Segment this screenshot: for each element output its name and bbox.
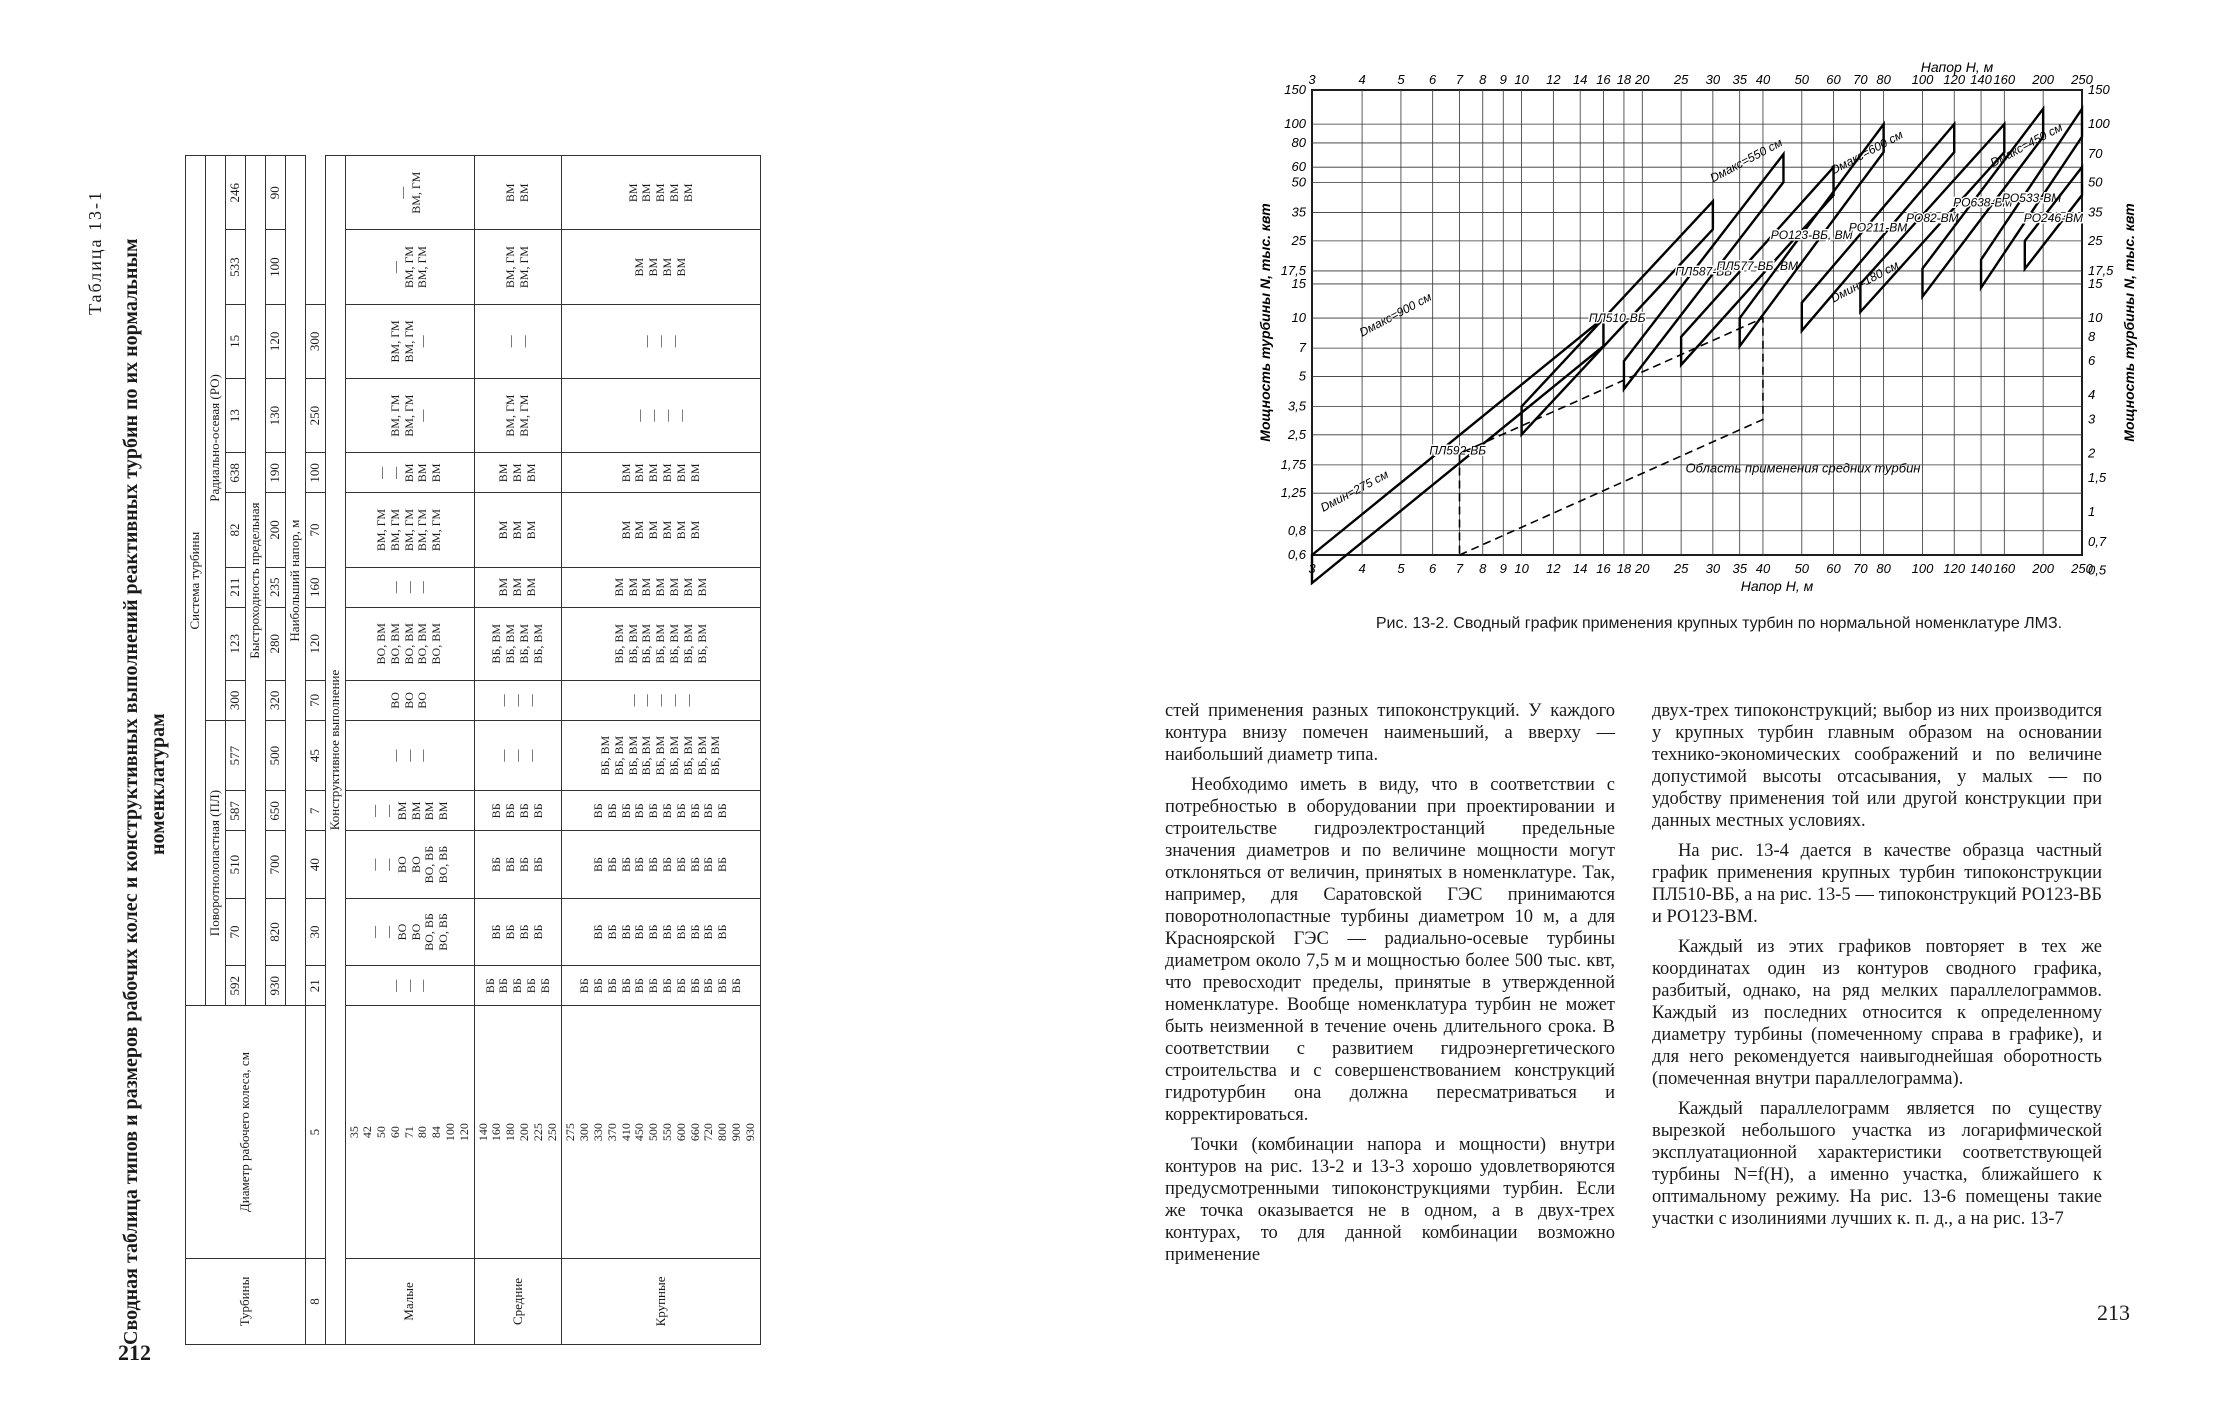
head-cell: 70 (305, 680, 325, 720)
design-cell: ВМ ВМ ВМ (474, 567, 562, 607)
y-tick-left: 1,25 (1280, 485, 1306, 501)
x-tick-bottom: 3 (1308, 561, 1316, 576)
design-cell: ВМ, ГМ ВМ, ГМ ВМ, ГМ ВМ, ГМ ВМ, ГМ (345, 493, 474, 567)
y-tick-left: 0,8 (1287, 522, 1306, 538)
x-tick-bottom: 20 (1635, 561, 1650, 576)
y-tick-right: 2 (2088, 445, 2096, 461)
type-cell: 123 (225, 607, 245, 680)
diameters-cell: 35 42 50 60 71 80 84 100 120 (345, 1006, 474, 1259)
paragraph: Точки (комбинации напора и мощности) внутри контуров на рис. 13-2 и 13-3 хорошо удовлетворяются предусмотренными типоконструкциями турбин. Если же точка оказывается не в одном, а в двух-трех контурах, то для данной комбинации возможно применение (1165, 1135, 1615, 1265)
page-number-left: 212 (118, 1340, 151, 1365)
x-tick-top: 10 (1514, 72, 1529, 87)
design-cell: ВМ ВМ ВМ (474, 493, 562, 567)
design-cell: — ВМ, ГМ (345, 156, 474, 230)
y-tick-left: 35 (1291, 204, 1306, 220)
x-tick-top: 18 (1616, 72, 1632, 87)
text-column-right (1652, 700, 2102, 1238)
speed-cell: 650 (265, 791, 285, 831)
y-tick-left: 15 (1291, 275, 1306, 291)
x-tick-top: 250 (2071, 72, 2093, 87)
header-speed: Быстроходность предельная (245, 156, 265, 1006)
type-cell: 587 (225, 791, 245, 831)
paragraph: двух-трех типоконструкций; выбор из них производится у крупных турбин главным образом на основании технико-экономических соображений и по величине допустимой высоты отсасывания, у малых — по удобству применения той или другой конструкции при данных местных условиях. (1652, 701, 2102, 831)
x-tick-bottom: 120 (1943, 561, 1966, 576)
design-cell: ВБ, ВМ ВБ, ВМ ВБ, ВМ ВБ, ВМ ВБ, ВМ ВБ, ВМ ВБ, ВМ ВБ, ВМ ВБ, ВМ (562, 720, 760, 790)
table-row (345, 156, 474, 1345)
design-cell: ВМ ВМ ВМ (474, 453, 562, 493)
group-name: Средние (474, 1258, 562, 1344)
speed-cell: 500 (265, 720, 285, 790)
x-tick-bottom: 100 (1911, 561, 1934, 576)
page-number-right: 213 (2097, 1300, 2130, 1325)
design-cell: ВБ ВБ ВБ ВБ ВБ ВБ ВБ ВБ ВБ ВБ (562, 791, 760, 831)
medium-turbines-region (1460, 318, 1763, 555)
x-tick-top: 8 (1479, 72, 1487, 87)
design-cell: ВМ, ГМ ВМ, ГМ (474, 379, 562, 453)
design-cell: ВО ВО ВО (345, 680, 474, 720)
design-cell: ВБ ВБ ВБ ВБ (474, 791, 562, 831)
speed-cell: 200 (265, 493, 285, 567)
table-row (562, 156, 760, 1345)
head-cell: 120 (305, 607, 325, 680)
x-tick-bottom: 8 (1479, 561, 1487, 576)
paragraph: Каждый из этих графиков повторяет в тех же координатах один из контуров сводного графика, разбитый, однако, на ряд мелких параллелограммов. Каждый из последних относится к определенному диаметру турбины (помеченному справа в графике), и для него рекомендуется наивыгоднейшая оборотность (помеченная внутри параллелограмма). (1652, 937, 2102, 1089)
x-tick-bottom: 250 (2071, 561, 2093, 576)
head-cell: 30 (305, 898, 325, 965)
paragraph: стей применения разных типоконструкций. У каждого контура внизу помечен наименьший, а вверху — наибольший диаметр типа. (1165, 701, 1615, 765)
y-axis-label-right: Мощность турбины N, тыс. квт (2121, 203, 2137, 442)
x-tick-bottom: 12 (1546, 561, 1561, 576)
x-tick-top: 50 (1794, 72, 1810, 87)
x-axis-label-bottom: Напор H, м (1740, 578, 1814, 594)
x-axis-label-top: Напор H, м (1920, 60, 1994, 75)
table-row (474, 156, 562, 1345)
y-tick-left: 60 (1291, 159, 1306, 175)
heads-row (305, 156, 325, 1345)
design-cell: — — — (562, 304, 760, 378)
x-tick-top: 100 (1911, 72, 1934, 87)
table-label: Таблица 13-1 (85, 190, 105, 315)
design-cell: — — ВМ ВМ ВМ ВМ (345, 791, 474, 831)
design-cell: ВМ, ГМ ВМ, ГМ — (345, 304, 474, 378)
y-tick-left: 3,5 (1287, 398, 1306, 414)
plot-frame (1312, 90, 2082, 555)
type-cell: 13 (225, 379, 245, 453)
x-tick-top: 16 (1596, 72, 1611, 87)
x-tick-bottom: 80 (1876, 561, 1891, 576)
series-label: ПЛ577-ВБ, ВМ (1716, 259, 1799, 274)
group-name: Малые (345, 1258, 474, 1344)
x-tick-bottom: 10 (1514, 561, 1529, 576)
head-cell: 5 (305, 1006, 325, 1259)
series-label: РО638-ВМ (1953, 195, 2013, 210)
y-tick-left: 150 (1284, 82, 1306, 97)
y-tick-right: 1 (2088, 503, 2096, 519)
design-cell: — — — — — (562, 680, 760, 720)
type-cell: 82 (225, 493, 245, 567)
design-cell: ВМ ВМ ВМ ВМ ВМ (562, 156, 760, 230)
figure-13-2 (1252, 60, 2152, 640)
speed-cell: 700 (265, 831, 285, 898)
table-title-line2: номенклатурам (147, 713, 169, 855)
x-tick-bottom: 4 (1358, 561, 1366, 576)
annotation-diameter: Dмакс=450 см (1987, 120, 2065, 170)
design-cell: ВБ ВБ ВБ ВБ (474, 898, 562, 965)
annotation-diameter: Dмин=275 см (1318, 467, 1391, 515)
y-tick-right: 3 (2088, 411, 2096, 427)
header-diameter: Диаметр рабочего колеса, см (186, 1006, 306, 1259)
speed-cell: 100 (265, 230, 285, 304)
series-label: ПЛ510-ВБ (1588, 310, 1646, 325)
x-tick-top: 3 (1308, 72, 1316, 87)
header-design: Конструктивное выполнение (325, 156, 345, 1345)
y-axis-label-left: Мощность турбины N, тыс. квт (1257, 203, 1273, 442)
series-label: ПЛ587-ВБ (1675, 264, 1733, 279)
type-cell: 638 (225, 453, 245, 493)
head-cell: 160 (305, 567, 325, 607)
type-cell: 211 (225, 567, 245, 607)
design-cell: ВМ, ГМ ВМ, ГМ — (345, 379, 474, 453)
x-tick-bottom: 70 (1853, 561, 1868, 576)
x-tick-top: 7 (1455, 72, 1464, 87)
y-tick-right: 70 (2088, 146, 2103, 162)
header-group-pl: Поворотнолопастная (ПЛ) (205, 720, 225, 1005)
annotation-diameter: Dмакс=900 см (1356, 289, 1434, 340)
design-cell: — — ВО ВО ВО, ВБ ВО, ВБ (345, 831, 474, 898)
header-group-ro: Радиально-осевая (РО) (205, 156, 225, 721)
y-tick-left: 0,6 (1287, 547, 1306, 562)
y-tick-right: 150 (2088, 82, 2110, 97)
series-label: ПЛ592-ВБ (1429, 443, 1487, 458)
x-tick-top: 35 (1732, 72, 1747, 87)
type-cell: 246 (225, 156, 245, 230)
y-tick-left: 50 (1291, 174, 1306, 190)
series-label: РО82-ВМ (1905, 211, 1959, 226)
design-cell: ВБ ВБ ВБ ВБ ВБ (474, 966, 562, 1006)
series-label: РО246-ВМ (2023, 211, 2084, 226)
head-cell: 7 (305, 791, 325, 831)
y-tick-right: 10 (2088, 310, 2103, 326)
head-cell: 100 (305, 453, 325, 493)
x-tick-bottom: 16 (1596, 561, 1611, 576)
paragraph: Каждый параллелограмм является по существу вырезкой небольшого участка из логарифмической эксплуатационной характеристики соответствующей турбины N=f(H), а именно участка, ближайшего к оптимальному режиму. На рис. 13-6 помещены такие участки с изолиниями лучших к. п. д., а на рис. 13-7 (1652, 1099, 2102, 1229)
y-tick-right: 50 (2088, 174, 2103, 190)
x-tick-bottom: 200 (2032, 561, 2055, 576)
type-cell: 70 (225, 898, 245, 965)
x-tick-top: 9 (1499, 72, 1507, 87)
x-tick-bottom: 60 (1826, 561, 1841, 576)
x-tick-top: 60 (1826, 72, 1841, 87)
speed-cell: 930 (265, 966, 285, 1006)
x-tick-bottom: 160 (1993, 561, 2016, 576)
y-tick-right: 1,5 (2088, 469, 2107, 485)
speed-cell: 320 (265, 680, 285, 720)
design-cell: ВМ ВМ ВМ ВМ ВМ ВМ (562, 493, 760, 567)
x-tick-top: 80 (1876, 72, 1891, 87)
paragraph: Необходимо иметь в виду, что в соответствии с потребностью в оборудовании при проектировании и строительстве гидроэлектростанций предельные значения диаметров и по величине мощности могут отклоняться от величин, принятых в номенклатуре. Так, например, для Саратовской ГЭС принимаются поворотнолопастные турбины диаметром 10 м, а для Красноярской ГЭС — радиально-осевые турбины диаметром около 7,5 м и мощностью более 500 тыс. квт, что превосходит пределы, принятые в утвержденной номенклатуре. Вообще номенклатура турбин не может быть неизменной в течение очень длительного срока. В соответствии с развитием гидроэнергетического строительства и с совершенствованием конструкций гидротурбин она должна пересматриваться и корректироваться. (1165, 775, 1615, 1125)
header-turbine: Турбины (186, 1258, 306, 1344)
y-tick-right: 4 (2088, 387, 2096, 403)
x-tick-top: 12 (1546, 72, 1561, 87)
x-tick-top: 4 (1358, 72, 1366, 87)
right-page (1107, 0, 2214, 1408)
series-label: РО123-ВБ, ВМ (1770, 228, 1853, 243)
series-label: РО533-ВМ (2001, 191, 2062, 206)
x-tick-top: 14 (1572, 72, 1588, 87)
y-tick-right: 0,5 (2088, 562, 2107, 578)
design-cell: ВМ ВМ ВМ ВМ ВМ ВМ (562, 453, 760, 493)
group-name: Крупные (562, 1258, 760, 1344)
x-tick-bottom: 18 (1616, 561, 1632, 576)
type-cell: 533 (225, 230, 245, 304)
head-cell: 300 (305, 304, 325, 378)
x-tick-bottom: 35 (1732, 561, 1747, 576)
speed-cell: 130 (265, 379, 285, 453)
design-cell: ВМ ВМ ВМ ВМ ВМ ВМ ВМ (562, 567, 760, 607)
design-cell: ВМ ВМ ВМ ВМ (562, 230, 760, 304)
design-cell: — — ВМ ВМ ВМ (345, 453, 474, 493)
figure-caption: Рис. 13-2. Сводный график применения крупных турбин по нормальной номенклатуре ЛМЗ. (1375, 615, 2063, 632)
x-tick-bottom: 14 (1572, 561, 1588, 576)
x-tick-top: 5 (1397, 72, 1405, 87)
y-tick-left: 80 (1291, 134, 1306, 150)
x-tick-bottom: 140 (1970, 561, 1992, 576)
head-cell: 8 (305, 1258, 325, 1344)
annotation-diameter: Dмакс=550 см (1707, 135, 1785, 186)
y-tick-left: 2,5 (1287, 426, 1306, 442)
speed-cell: 90 (265, 156, 285, 230)
speed-cell: 120 (265, 304, 285, 378)
header-head: Наибольший напор, м (285, 156, 305, 1006)
speed-cell: 190 (265, 453, 285, 493)
series-label: РО211-ВМ (1848, 220, 1908, 235)
design-cell: ВБ, ВМ ВБ, ВМ ВБ, ВМ ВБ, ВМ ВБ, ВМ ВБ, ВМ ВБ, ВМ (562, 607, 760, 680)
y-tick-left: 100 (1284, 116, 1306, 132)
type-cell: 592 (225, 966, 245, 1006)
text-column-left (1165, 700, 1615, 1274)
x-tick-bottom: 50 (1794, 561, 1810, 576)
rotated-table-block (65, 95, 1025, 1375)
type-cell: 577 (225, 720, 245, 790)
paragraph: На рис. 13-4 дается в качестве образца частный график применения крупных турбин типоконструкции ПЛ510-ВБ, а на рис. 13-5 — типоконструкций РО123-ВБ и РО123-ВМ. (1652, 841, 2102, 927)
x-tick-top: 20 (1635, 72, 1650, 87)
type-cell: 510 (225, 831, 245, 898)
turbine-table (185, 155, 761, 1345)
x-tick-bottom: 5 (1397, 561, 1405, 576)
diameters-cell: 275 300 330 370 410 450 500 550 600 660 720 800 900 930 (562, 1006, 760, 1259)
head-cell: 21 (305, 966, 325, 1006)
speed-cell: 235 (265, 567, 285, 607)
y-tick-left: 5 (1298, 368, 1306, 384)
design-cell: ВБ ВБ ВБ ВБ ВБ ВБ ВБ ВБ ВБ ВБ ВБ ВБ (562, 966, 760, 1006)
x-tick-top: 6 (1429, 72, 1437, 87)
y-tick-right: 100 (2088, 116, 2110, 132)
design-cell: ВБ ВБ ВБ ВБ ВБ ВБ ВБ ВБ ВБ ВБ (562, 831, 760, 898)
design-cell: ВМ ВМ (474, 156, 562, 230)
x-tick-bottom: 6 (1429, 561, 1437, 576)
y-tick-left: 25 (1291, 232, 1306, 248)
design-cell: — ВМ, ГМ ВМ, ГМ (345, 230, 474, 304)
y-tick-left: 10 (1291, 310, 1306, 326)
y-tick-right: 6 (2088, 353, 2096, 369)
y-tick-left: 1,75 (1280, 456, 1306, 472)
x-tick-top: 25 (1673, 72, 1689, 87)
design-cell: ВО, ВМ ВО, ВМ ВО, ВМ ВО, ВМ ВО, ВМ (345, 607, 474, 680)
x-tick-bottom: 25 (1673, 561, 1689, 576)
type-cell: 300 (225, 680, 245, 720)
x-tick-bottom: 9 (1499, 561, 1507, 576)
x-tick-bottom: 40 (1755, 561, 1771, 576)
annotation-region: Область применения средних турбин (1685, 460, 1921, 476)
x-tick-top: 40 (1755, 72, 1771, 87)
x-tick-top: 200 (2032, 72, 2055, 87)
speed-cell: 280 (265, 607, 285, 680)
x-tick-top: 120 (1943, 72, 1966, 87)
y-tick-left: 7 (1298, 340, 1306, 356)
x-tick-top: 140 (1970, 72, 1992, 87)
head-cell: 70 (305, 493, 325, 567)
x-tick-top: 160 (1993, 72, 2016, 87)
y-tick-right: 15 (2088, 275, 2103, 291)
speed-cell: 820 (265, 898, 285, 965)
y-tick-right: 0,7 (2088, 534, 2107, 550)
design-cell: — — — (474, 720, 562, 790)
annotation-diameter: Dмакс=600 см (1828, 127, 1906, 178)
design-cell: — — — (345, 966, 474, 1006)
x-tick-bottom: 30 (1705, 561, 1721, 576)
design-cell: ВБ ВБ ВБ ВБ ВБ ВБ ВБ ВБ ВБ ВБ (562, 898, 760, 965)
design-cell: ВМ, ГМ ВМ, ГМ (474, 230, 562, 304)
design-cell: — — ВО ВО ВО, ВБ ВО, ВБ (345, 898, 474, 965)
head-cell: 250 (305, 379, 325, 453)
chart-svg (1252, 60, 2152, 600)
design-cell: — — — — (562, 379, 760, 453)
y-tick-right: 8 (2088, 328, 2096, 344)
x-tick-top: 30 (1705, 72, 1721, 87)
type-cell: 15 (225, 304, 245, 378)
design-cell: — — — (474, 680, 562, 720)
table-title-line1: Сводная таблица типов и размеров рабочих колес и конструктивных выполнений реактивных турбин по их нормальным (120, 238, 142, 1345)
design-cell: — — — (345, 720, 474, 790)
design-cell: — — (474, 304, 562, 378)
y-tick-right: 35 (2088, 204, 2103, 220)
y-tick-left: 17,5 (1280, 262, 1306, 278)
head-cell: 45 (305, 720, 325, 790)
y-tick-right: 25 (2088, 232, 2103, 248)
x-tick-top: 70 (1853, 72, 1868, 87)
design-cell: ВБ, ВМ ВБ, ВМ ВБ, ВМ ВБ, ВМ (474, 607, 562, 680)
diameters-cell: 140 160 180 200 225 250 (474, 1006, 562, 1259)
annotation-diameter: Dмин=180 см (1828, 257, 1901, 306)
design-cell: ВБ ВБ ВБ ВБ (474, 831, 562, 898)
x-tick-bottom: 7 (1455, 561, 1464, 576)
y-tick-right: 17,5 (2088, 262, 2114, 278)
design-cell: — — — (345, 567, 474, 607)
header-system: Система турбины (186, 156, 206, 1006)
head-cell: 40 (305, 831, 325, 898)
